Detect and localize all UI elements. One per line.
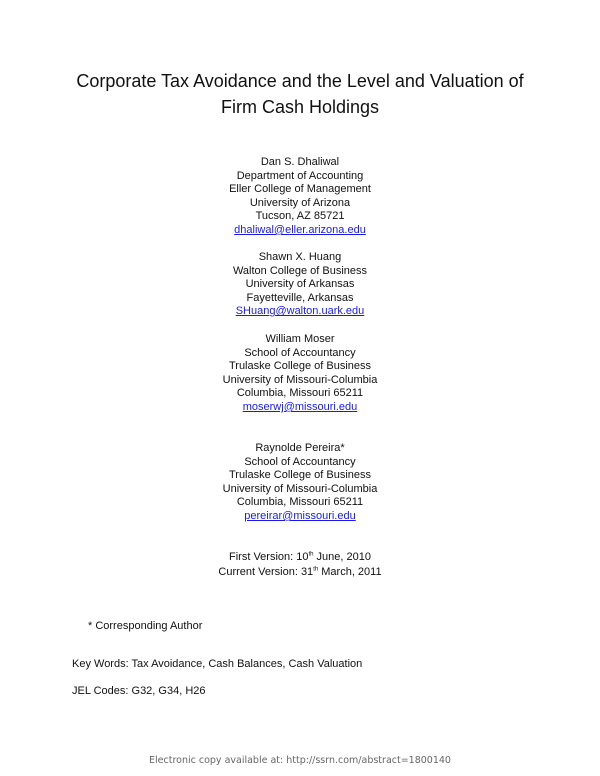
jel-codes: JEL Codes: G32, G34, H26 <box>72 685 206 697</box>
paper-title <box>0 68 600 120</box>
title-line-2: Firm Cash Holdings <box>220 97 380 117</box>
first-version: First Version: 10th June, 2010 <box>229 551 371 563</box>
author-affiliation-line: Columbia, Missouri 65211 <box>236 496 364 509</box>
author-name: Dan S. Dhaliwal <box>260 156 340 168</box>
title-line-1: Corporate Tax Avoidance and the Level and Valuation of <box>76 71 524 91</box>
author-name: William Moser <box>265 333 335 345</box>
author-affiliation-line: University of Missouri-Columbia <box>222 373 378 386</box>
ssrn-footer: Electronic copy available at: http://ssrn.com/abstract=1800140 <box>149 755 451 766</box>
author-affiliation-line: School of Accountancy <box>244 346 356 359</box>
author-name: Raynolde Pereira* <box>255 442 345 454</box>
author-affiliation-line: School of Accountancy <box>244 455 356 468</box>
author-affiliation-line: Tucson, AZ 85721 <box>255 210 345 223</box>
author-affiliation-line: Department of Accounting <box>236 169 364 182</box>
author-block-pereira <box>0 442 600 524</box>
author-affiliation-line: Trulaske College of Business <box>228 360 372 373</box>
author-email-link[interactable]: pereirar@missouri.edu <box>244 509 356 522</box>
corresponding-author-note: * Corresponding Author <box>88 620 203 632</box>
author-affiliation-line: University of Missouri-Columbia <box>222 482 378 495</box>
current-version: Current Version: 31th March, 2011 <box>218 566 382 578</box>
author-affiliation-line: Walton College of Business <box>232 264 368 277</box>
author-affiliation-line: Eller College of Management <box>229 183 371 196</box>
author-affiliation-line: University of Arkansas <box>245 278 355 291</box>
author-affiliation-line: Trulaske College of Business <box>228 469 372 482</box>
author-email-link[interactable]: dhaliwal@eller.arizona.edu <box>234 223 366 236</box>
version-info <box>0 550 600 580</box>
author-affiliation-line: University of Arizona <box>249 196 351 209</box>
author-block-moser <box>0 333 600 415</box>
author-name: Shawn X. Huang <box>258 251 342 263</box>
author-affiliation-line: Columbia, Missouri 65211 <box>236 387 364 400</box>
author-email-link[interactable]: moserwj@missouri.edu <box>242 400 358 413</box>
author-block-huang <box>0 251 600 319</box>
author-email-link[interactable]: SHuang@walton.uark.edu <box>235 305 365 318</box>
author-affiliation-line: Fayetteville, Arkansas <box>246 291 354 304</box>
author-block-dhaliwal <box>0 156 600 238</box>
keywords: Key Words: Tax Avoidance, Cash Balances, Cash Valuation <box>72 658 363 670</box>
